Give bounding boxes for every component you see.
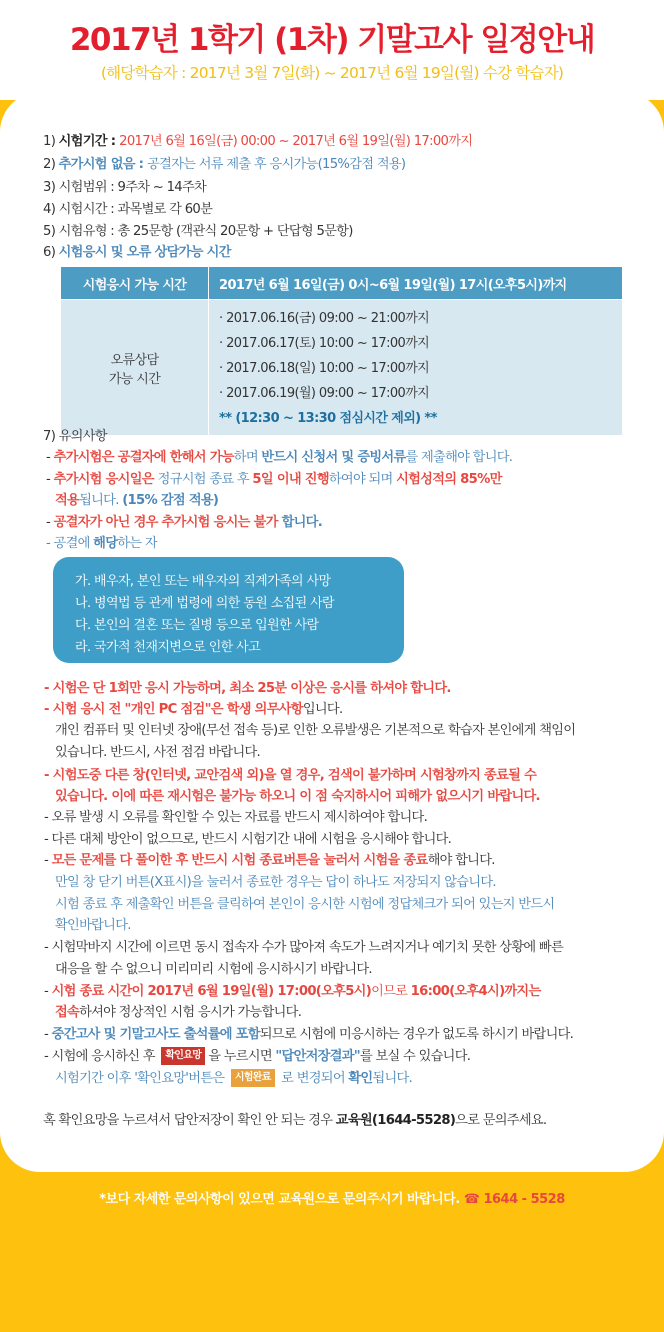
rule-2: - 시험 응시 전 "개인 PC 점검"은 학생 의무사항입니다. — [44, 702, 343, 717]
rule-5: - 다른 대체 방안이 없으므로, 반드시 시험기간 내에 시험을 응시해야 합니다. — [44, 832, 452, 847]
final-note: 혹 확인요망을 누르셔서 답안저장이 확인 안 되는 경우 교육원(1644-5528)으로 문의주세요. — [43, 1113, 547, 1128]
footer-text: *보다 자세한 문의사항이 있으면 교육원으로 문의주시기 바랍니다. — [99, 1192, 460, 1207]
item-consult-time: 6) 시험응시 및 오류 상담가능 시간 — [43, 245, 231, 260]
confirm-request-button[interactable]: 확인요망 — [161, 1047, 205, 1065]
item-no-makeup: 2) 추가시험 없음 : 공결자는 서류 제출 후 응시가능(15%감점 적용) — [43, 157, 406, 172]
rule-11: 시험기간 이후 '확인요망'버튼은 시험완료 로 변경되어 확인됩니다. — [55, 1071, 413, 1086]
caution-1: - 추가시험은 공결자에 한해서 가능하며 반드시 신청서 및 증빙서류를 제출해야 합니다. — [46, 450, 513, 465]
caution-4: - 공결에 해당하는 자 — [46, 536, 157, 551]
item-exam-time: 4) 시험시간 : 과목별로 각 60분 — [43, 202, 213, 217]
schedule-table — [60, 266, 623, 436]
caution-2-cont: 적용됩니다. (15% 감점 적용) — [55, 493, 219, 508]
reason-item: 다. 본인의 결혼 또는 질병 등으로 입원한 사람 — [75, 618, 319, 633]
schedule-head-left: 시험응시 가능 시간 — [61, 267, 209, 300]
page-title: 2017년 1학기 (1차) 기말고사 일정안내 — [69, 22, 595, 58]
rule-9: - 중간고사 및 기말고사도 출석률에 포함되므로 시험에 미응시하는 경우가 없도록 하시기 바랍니다. — [44, 1027, 574, 1042]
caution-2: - 추가시험 응시일은 정규시험 종료 후 5일 이내 진행하여야 되며 시험성적의 85%만 — [46, 472, 502, 487]
item-exam-period: 1) 시험기간 : 2017년 6월 16일(금) 00:00 ~ 2017년 6월 19일(월) 17:00까지 — [43, 134, 473, 149]
rule-2-detail-2: 있습니다. 반드시, 사전 점검 바랍니다. — [55, 745, 261, 760]
schedule-head-right: 2017년 6월 16일(금) 0시~6월 19일(월) 17시(오후5시)까지 — [209, 267, 623, 300]
rule-4: - 오류 발생 시 오류를 확인할 수 있는 자료를 반드시 제시하여야 합니다. — [44, 810, 428, 825]
schedule-slots — [209, 300, 623, 436]
rule-6-detail-3: 확인바랍니다. — [55, 918, 131, 933]
reasons-box — [53, 557, 404, 663]
reason-item: 라. 국가적 천재지변으로 인한 사고 — [75, 640, 261, 655]
cautions-heading: 7) 유의사항 — [43, 429, 107, 444]
item-exam-type: 5) 시험유형 : 총 25문항 (객관식 20문항 + 단답형 5문항) — [43, 224, 353, 239]
rule-6-detail-2: 시험 종료 후 제출확인 버튼을 클릭하여 본인이 응시한 시험에 정답체크가 되어 있는지 반드시 — [55, 897, 555, 912]
rule-2-detail: 개인 컴퓨터 및 인터넷 장애(무선 접속 등)로 인한 오류발생은 기본적으로 학습자 본인에게 책임이 — [55, 723, 576, 738]
item-exam-range: 3) 시험범위 : 9주차 ~ 14주차 — [43, 180, 207, 195]
schedule-body-left: 오류상담 가능 시간 — [61, 300, 209, 436]
rule-1: - 시험은 단 1회만 응시 가능하며, 최소 25분 이상은 응시를 하셔야 합니다. — [44, 681, 451, 696]
reason-item: 가. 배우자, 본인 또는 배우자의 직계가족의 사망 — [75, 574, 331, 589]
rule-6-detail: 만일 창 닫기 버튼(X표시)을 눌러서 종료한 경우는 답이 하나도 저장되지 않습니다. — [55, 875, 496, 890]
rule-7-cont: 대응을 할 수 없으니 미리미리 시험에 응시하시기 바랍니다. — [55, 962, 372, 977]
rule-3-cont: 있습니다. 이에 따른 재시험은 불가능 하오니 이 점 숙지하시어 피해가 없으시기 바랍니다. — [55, 789, 540, 804]
caution-3: - 공결자가 아닌 경우 추가시험 응시는 불가 합니다. — [46, 515, 323, 530]
schedule-slot: · 2017.06.19(월) 09:00 ~ 17:00까지 — [219, 386, 430, 401]
schedule-slot: · 2017.06.16(금) 09:00 ~ 21:00까지 — [219, 311, 430, 326]
rule-7: - 시험막바지 시간에 이르면 동시 접속자 수가 많아져 속도가 느려지거나 예기치 못한 상황에 빠른 — [44, 940, 563, 955]
page-subtitle: (해당학습자 : 2017년 3월 7일(화) ~ 2017년 6월 19일(월) 수강 학습자) — [100, 64, 564, 82]
rule-8: - 시험 종료 시간이 2017년 6월 19일(월) 17:00(오후5시)이므로 16:00(오후4시)까지는 — [44, 984, 541, 999]
reason-item: 나. 병역법 등 관계 법령에 의한 동원 소집된 사람 — [75, 596, 334, 611]
exam-complete-button[interactable]: 시험완료 — [231, 1069, 275, 1087]
footer — [0, 1188, 664, 1207]
schedule-slot: · 2017.06.17(토) 10:00 ~ 17:00까지 — [219, 336, 430, 351]
rule-3: - 시험도중 다른 창(인터넷, 교안검색 외)을 열 경우, 검색이 불가하며 시험창까지 종료될 수 — [44, 768, 537, 783]
phone-number[interactable]: ☎ 1644 - 5528 — [463, 1192, 565, 1207]
rule-6: - 모든 문제를 다 풀이한 후 반드시 시험 종료버튼을 눌러서 시험을 종료해야 합니다. — [44, 853, 495, 868]
rule-8-cont: 접속하셔야 정상적인 시험 응시가 가능합니다. — [55, 1005, 302, 1020]
rule-10: - 시험에 응시하신 후 확인요망 을 누르시면 "답안저장결과"를 보실 수 있습니다. — [44, 1049, 471, 1064]
schedule-slot: · 2017.06.18(일) 10:00 ~ 17:00까지 — [219, 361, 430, 376]
lunch-note: ** (12:30 ~ 13:30 점심시간 제외) ** — [219, 411, 437, 426]
